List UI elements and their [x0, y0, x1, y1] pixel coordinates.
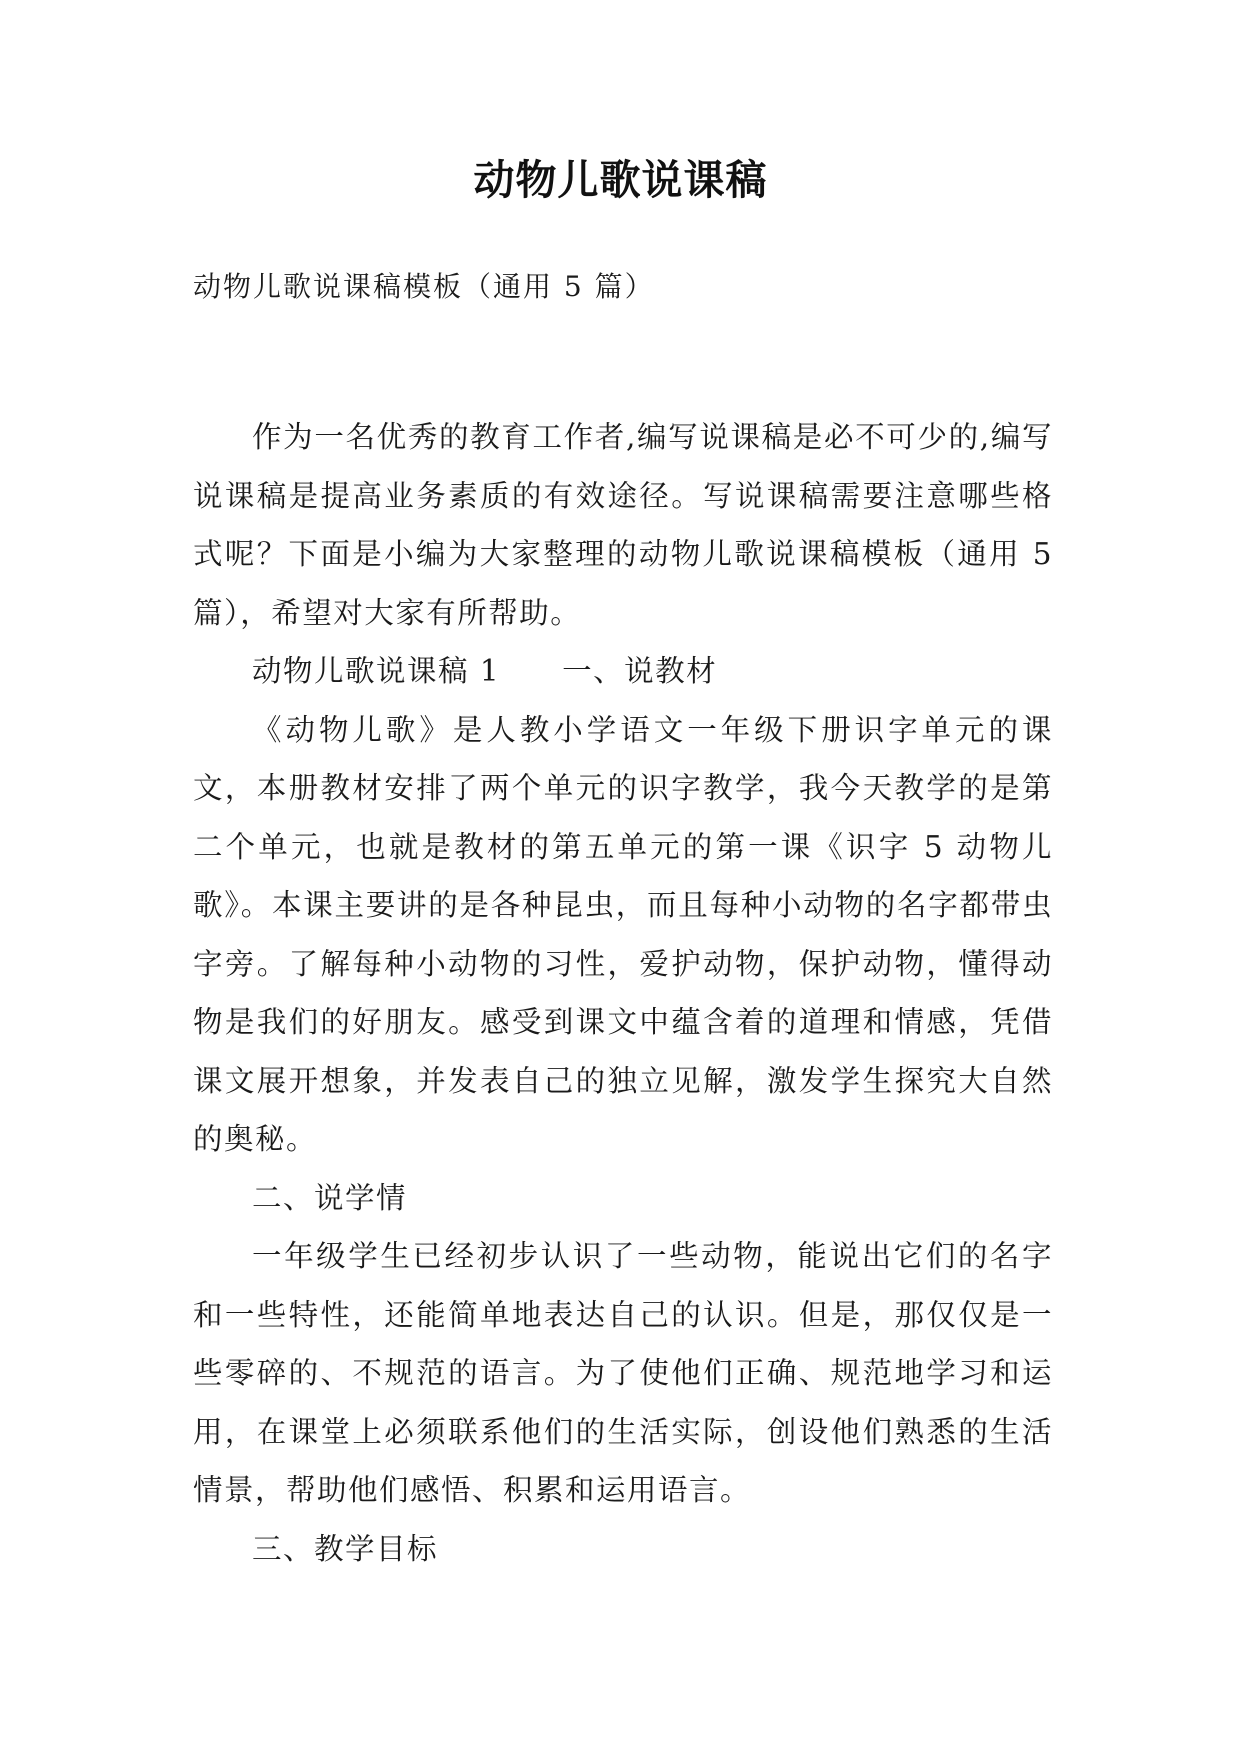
document-subtitle: 动物儿歌说课稿模板（通用 5 篇）: [193, 270, 655, 303]
section-heading-textbook: 一、说教材: [562, 654, 718, 688]
section-1-label: 动物儿歌说课稿 1: [252, 654, 501, 688]
section-heading-students: 二、说学情: [252, 1180, 408, 1215]
students-paragraph: 一年级学生已经初步认识了一些动物，能说出它们的名字和一些特性，还能简单地表达自己的认识。但是，那仅仅是一些零碎的、不规范的语言。为了使他们正确、规范地学习和运用，在课堂上必须联系他们的生活实际，创设他们熟悉的生活情景，帮助他们感悟、积累和运用语言。: [193, 1239, 1053, 1507]
intro-paragraph: 作为一名优秀的教育工作者,编写说课稿是必不可少的,编写说课稿是提高业务素质的有效途径。写说课稿需要注意哪些格式呢？下面是小编为大家整理的动物儿歌说课稿模板（通用 5 篇），希望对大家有所帮助。: [193, 420, 1053, 630]
document-body: [193, 408, 1053, 1578]
section-1-heading-line: [193, 642, 1053, 701]
textbook-paragraph: 《动物儿歌》是人教小学语文一年级下册识字单元的课文，本册教材安排了两个单元的识字教学，我今天教学的是第二个单元，也就是教材的第五单元的第一课《识字 5 动物儿歌》。本课主要讲的是各种昆虫，而且每种小动物的名字都带虫字旁。了解每种小动物的习性，爱护动物，保护动物，懂得动物是我们的好朋友。感受到课文中蕴含着的道理和情感，凭借课文展开想象，并发表自己的独立见解，激发学生探究大自然的奥秘。: [193, 712, 1053, 1156]
section-heading-objectives: 三、教学目标: [252, 1531, 439, 1566]
document-title: 动物儿歌说课稿: [473, 156, 768, 204]
